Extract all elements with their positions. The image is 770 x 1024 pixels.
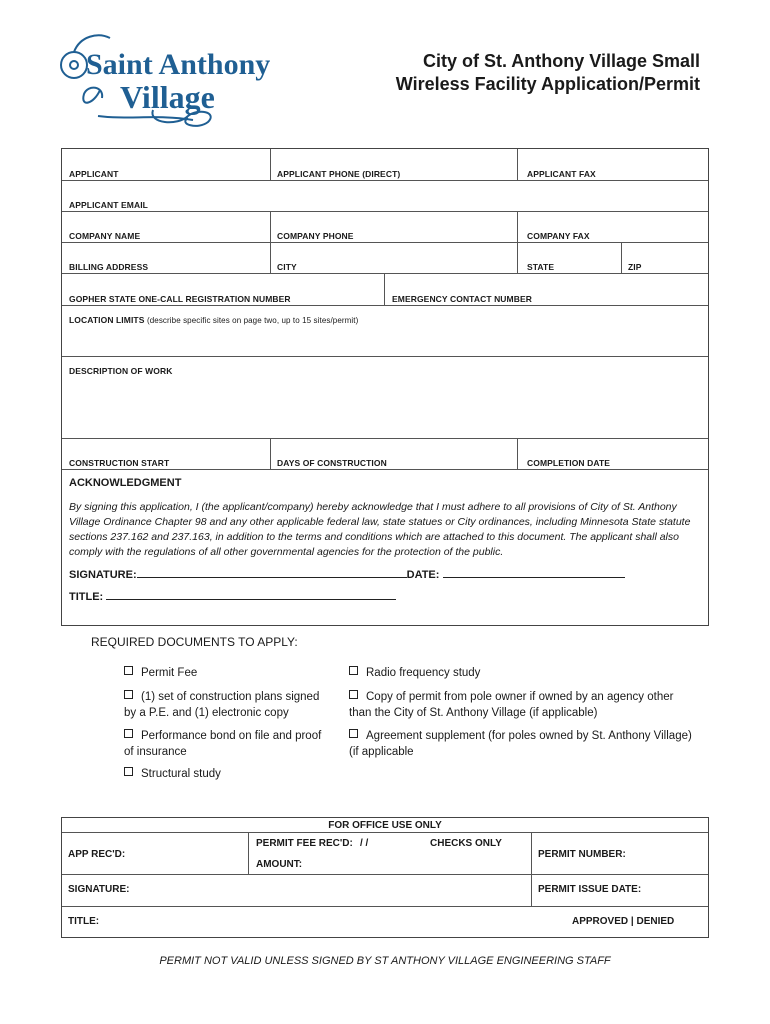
checkbox-agreement-supplement[interactable]	[349, 729, 358, 738]
app-recd-field[interactable]: APP REC'D:	[68, 849, 126, 860]
amount-field[interactable]: AMOUNT:	[256, 859, 303, 870]
req-radio-frequency-label: Radio frequency study	[366, 667, 481, 679]
req-construction-plans-label-cont: by a P.E. and (1) electronic copy	[124, 707, 289, 719]
description-of-work-field[interactable]: DESCRIPTION OF WORK	[69, 366, 173, 376]
req-permit-fee-label: Permit Fee	[141, 667, 198, 679]
req-pole-owner-permit	[349, 689, 673, 721]
req-permit-fee	[124, 665, 197, 681]
company-fax-field[interactable]: COMPANY FAX	[527, 231, 590, 241]
title-label: TITLE:	[69, 591, 104, 603]
office-use-box	[61, 817, 709, 938]
approved-denied-field[interactable]: APPROVED | DENIED	[572, 916, 675, 927]
req-agreement-supplement-label: Agreement supplement (for poles owned by St. Anthony Village)	[366, 730, 692, 742]
checkbox-permit-fee[interactable]	[124, 666, 133, 675]
page-title-line-2: Wireless Facility Application/Permit	[395, 74, 700, 94]
date-input[interactable]	[443, 567, 625, 578]
req-performance-bond	[124, 728, 321, 760]
footer-notice: PERMIT NOT VALID UNLESS SIGNED BY ST ANTHONY VILLAGE ENGINEERING STAFF	[159, 955, 611, 967]
emergency-contact-field[interactable]: EMERGENCY CONTACT NUMBER	[392, 294, 532, 304]
city-field[interactable]: CITY	[277, 262, 297, 272]
billing-address-field[interactable]: BILLING ADDRESS	[69, 262, 149, 272]
req-performance-bond-label-cont: of insurance	[124, 746, 187, 758]
applicant-fax-field[interactable]: APPLICANT FAX	[527, 169, 596, 179]
title-line	[69, 589, 396, 603]
checkbox-structural-study[interactable]	[124, 767, 133, 776]
req-pole-owner-permit-label-cont: than the City of St. Anthony Village (if applicable)	[349, 707, 598, 719]
logo-text-saint-anthony: Saint Anthony	[86, 48, 271, 81]
application-form	[61, 148, 709, 626]
location-limits-field[interactable]	[69, 315, 358, 325]
req-structural-study-label: Structural study	[141, 768, 221, 780]
location-limits-label: LOCATION LIMITS	[69, 315, 145, 325]
req-performance-bond-label: Performance bond on file and proof	[141, 730, 322, 742]
req-pole-owner-permit-label: Copy of permit from pole owner if owned by an agency other	[366, 691, 674, 703]
construction-start-field[interactable]: CONSTRUCTION START	[69, 458, 170, 468]
state-field[interactable]: STATE	[527, 262, 555, 272]
signature-date-line	[69, 567, 625, 581]
acknowledgment-heading: ACKNOWLEDGMENT	[69, 477, 182, 489]
checkbox-pole-owner-permit[interactable]	[349, 690, 358, 699]
checkbox-performance-bond[interactable]	[124, 729, 133, 738]
req-agreement-supplement-label-cont: (if applicable	[349, 746, 414, 758]
checkbox-construction-plans[interactable]	[124, 690, 133, 699]
acknowledgment-line: By signing this application, I (the applicant/company) hereby acknowledge that I must adhere to all provisions of City of St. Anthony	[69, 501, 677, 513]
req-construction-plans	[124, 689, 319, 721]
signature-input[interactable]	[137, 567, 407, 578]
office-use-heading: FOR OFFICE USE ONLY	[328, 820, 442, 831]
page-title	[380, 50, 700, 96]
req-radio-frequency	[349, 665, 480, 681]
company-name-field[interactable]: COMPANY NAME	[69, 231, 141, 241]
req-construction-plans-label: (1) set of construction plans signed	[141, 691, 320, 703]
applicant-email-field[interactable]: APPLICANT EMAIL	[69, 200, 148, 210]
checks-only-label: CHECKS ONLY	[430, 838, 502, 849]
saint-anthony-village-logo	[58, 28, 283, 132]
req-structural-study	[124, 766, 221, 782]
page-title-line-1: City of St. Anthony Village Small	[422, 51, 700, 71]
acknowledgment-text	[69, 500, 699, 560]
completion-date-field[interactable]: COMPLETION DATE	[527, 458, 611, 468]
location-limits-note: (describe specific sites on page two, up to 15 sites/permit)	[146, 316, 359, 325]
checkbox-radio-frequency[interactable]	[349, 666, 358, 675]
applicant-phone-field[interactable]: APPLICANT PHONE (DIRECT)	[277, 169, 401, 179]
title-input[interactable]	[106, 589, 396, 600]
permit-fee-recd-field[interactable]: PERMIT FEE REC'D:	[256, 838, 353, 849]
gopher-state-registration-field[interactable]: GOPHER STATE ONE-CALL REGISTRATION NUMBER	[69, 294, 291, 304]
acknowledgment-line: sections 237.162 and 237.163, in addition to the terms and conditions which are attached to this document. The applicant shall also	[69, 531, 679, 543]
required-documents-heading: REQUIRED DOCUMENTS TO APPLY:	[91, 635, 298, 649]
acknowledgment-line: comply with the regulations of all other governmental agencies for the protection of the public.	[69, 546, 504, 558]
permit-fee-date-slashes: / /	[360, 838, 369, 849]
office-title-field[interactable]: TITLE:	[68, 916, 100, 927]
signature-label: SIGNATURE:	[69, 569, 137, 581]
date-label: DATE:	[406, 569, 440, 581]
office-signature-field[interactable]: SIGNATURE:	[68, 884, 130, 895]
zip-field[interactable]: ZIP	[628, 262, 642, 272]
req-agreement-supplement	[349, 728, 692, 760]
company-phone-field[interactable]: COMPANY PHONE	[277, 231, 354, 241]
applicant-field[interactable]: APPLICANT	[69, 169, 119, 179]
days-of-construction-field[interactable]: DAYS OF CONSTRUCTION	[277, 458, 387, 468]
logo-text-village: Village	[120, 79, 215, 115]
permit-number-field[interactable]: PERMIT NUMBER:	[538, 849, 626, 860]
permit-issue-date-field[interactable]: PERMIT ISSUE DATE:	[538, 884, 642, 895]
acknowledgment-line: Village Ordinance Chapter 98 and any other applicable federal law, state statues or City ordinances, including Minnesota State statute	[69, 516, 691, 528]
